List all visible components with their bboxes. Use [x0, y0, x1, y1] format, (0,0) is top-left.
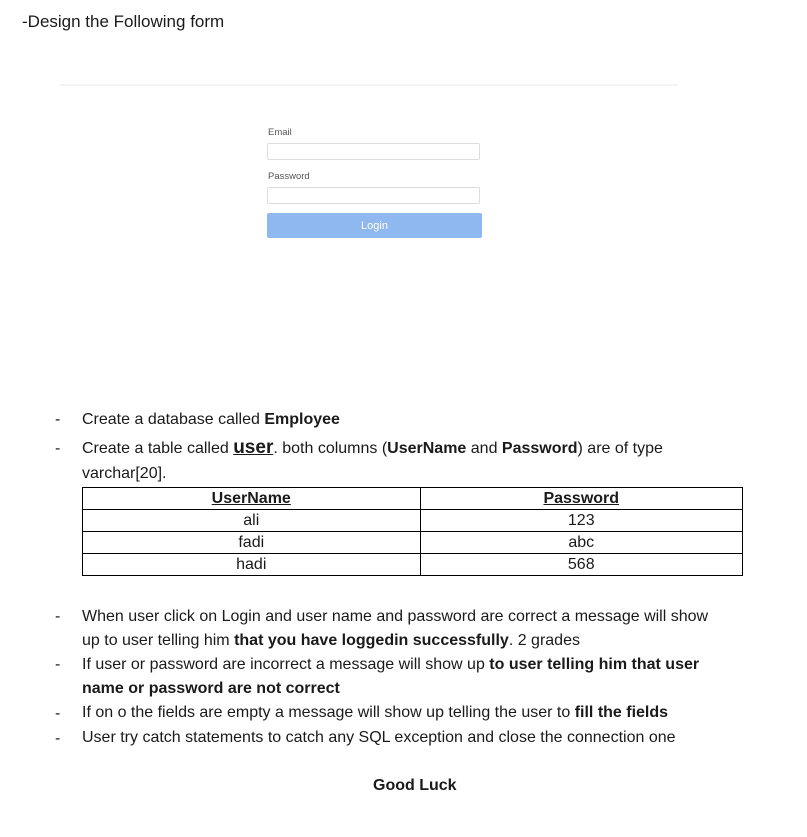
bullet-dash: -	[55, 730, 61, 747]
table-cell: abc	[420, 532, 743, 554]
task-create-database: Create a database called Employee	[82, 411, 340, 428]
bullet-dash: -	[55, 411, 61, 428]
bullet-dash: -	[55, 656, 61, 673]
password-label: Password	[268, 171, 310, 182]
task-create-table-line2: varchar[20].	[82, 465, 167, 482]
instruction-success-line2: up to user telling him that you have loggedin successfully. 2 grades	[82, 632, 580, 649]
table-cell: hadi	[83, 554, 421, 576]
table-cell: 568	[420, 554, 743, 576]
instruction-try-catch: User try catch statements to catch any SQL exception and close the connection one	[82, 729, 676, 746]
table-row	[83, 554, 743, 576]
instruction-success-line1: When user click on Login and user name and password are correct a message will show	[82, 608, 709, 625]
table-cell: 123	[420, 510, 743, 532]
password-input[interactable]	[267, 187, 480, 204]
column-header-username: UserName	[83, 488, 421, 510]
email-label: Email	[268, 127, 292, 138]
bullet-dash: -	[55, 440, 61, 457]
form-frame-divider	[60, 84, 678, 86]
task-create-table: Create a table called user. both columns (UserName and Password) are of type	[82, 437, 663, 458]
footer-good-luck: Good Luck	[373, 777, 457, 794]
instruction-incorrect-line2: name or password are not correct	[82, 680, 340, 697]
email-input[interactable]	[267, 143, 480, 160]
page-heading: -Design the Following form	[22, 12, 225, 31]
table-cell: ali	[83, 510, 421, 532]
user-table	[82, 487, 743, 576]
table-row	[83, 510, 743, 532]
column-header-password: Password	[420, 488, 743, 510]
bullet-dash: -	[55, 608, 61, 625]
instruction-empty-fields: If on o the fields are empty a message will show up telling the user to fill the fields	[82, 704, 669, 721]
table-row	[83, 532, 743, 554]
bullet-dash: -	[55, 705, 61, 722]
table-cell: fadi	[83, 532, 421, 554]
login-button[interactable]: Login	[267, 213, 482, 238]
table-header-row	[83, 488, 743, 510]
instruction-incorrect-line1: If user or password are incorrect a message will show up to user telling him that user	[82, 656, 700, 673]
